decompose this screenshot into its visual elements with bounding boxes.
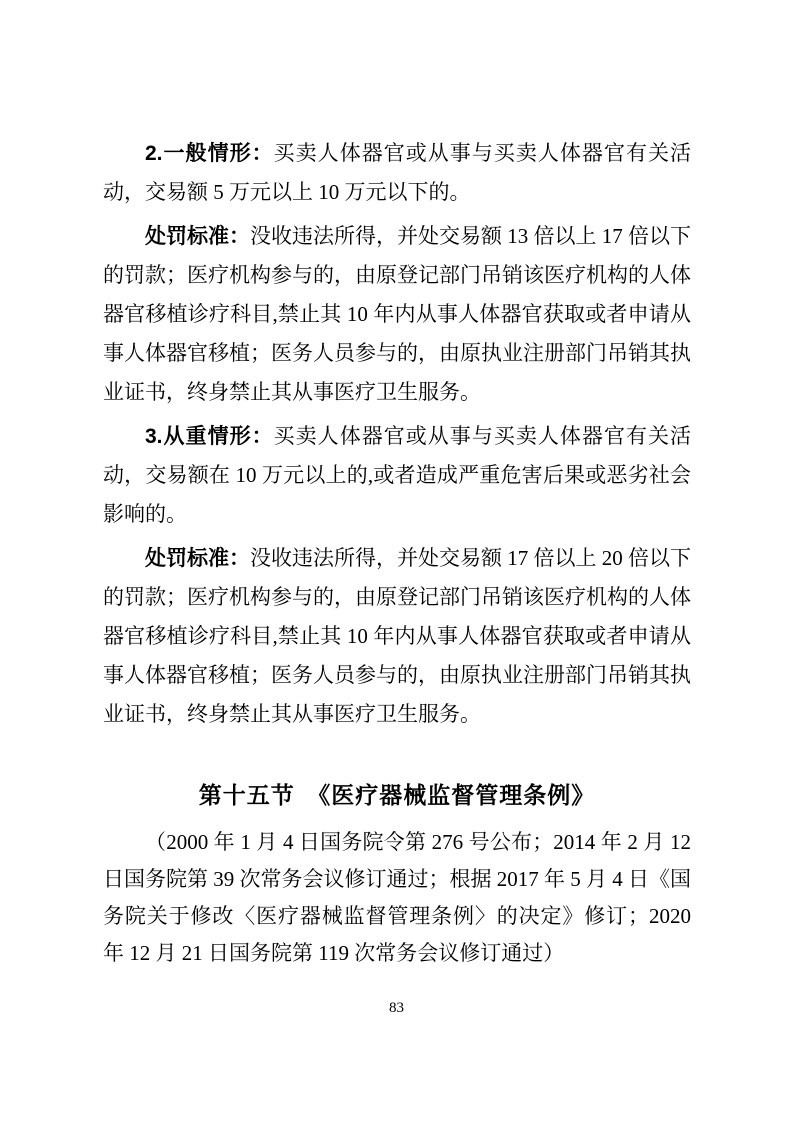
section-heading: 第十五节 《医疗器械监督管理条例》 bbox=[198, 782, 596, 808]
revision-note: （2000 年 1 月 4 日国务院令第 276 号公布；2014 年 2 月 12 日国务院第 39 次常务会议修订通过；根据 2017 年 5 月 4 日《国务院关于修改〈医疗器械监督管理条例〉的决定》修订；2020 年 12 月 21 日国务院第 119 次常务会议修订通过） bbox=[103, 830, 691, 965]
paragraph-penalty-standard-2 bbox=[103, 539, 691, 734]
paragraph-text-aggravated-case: 买卖人体器官或从事与买卖人体器官有关活动，交易额在 10 万元以上的,或者造成严重危害后果或恶劣社会影响的。 bbox=[103, 424, 692, 526]
paragraph-lead-aggravated-case: 3.从重情形： bbox=[145, 425, 274, 448]
paragraph-lead-penalty-standard-2: 处罚标准： bbox=[145, 547, 250, 570]
paragraph-text-general-case: 买卖人体器官或从事与买卖人体器官有关活动，交易额 5 万元以上 10 万元以下的。 bbox=[103, 141, 692, 204]
paragraph-lead-penalty-standard-1: 处罚标准： bbox=[145, 225, 250, 248]
paragraph-text-penalty-standard-1: 没收违法所得，并处交易额 13 倍以上 17 倍以下的罚款；医疗机构参与的，由原登记部门吊销该医疗机构的人体器官移植诊疗科目,禁止其 10 年内从事人体器官获取或者申请从事人体器官移植；医务人员参与的，由原执业注册部门吊销其执业证书，终身禁止其从事医疗卫生服务。 bbox=[103, 224, 691, 404]
paragraph-general-case bbox=[103, 134, 691, 212]
paragraph-text-penalty-standard-2: 没收违法所得，并处交易额 17 倍以上 20 倍以下的罚款；医疗机构参与的，由原登记部门吊销该医疗机构的人体器官移植诊疗科目,禁止其 10 年内从事人体器官获取或者申请从事人体器官移植；医务人员参与的，由原执业注册部门吊销其执业证书，终身禁止其从事医疗卫生服务。 bbox=[103, 546, 691, 726]
paragraph-penalty-standard-1 bbox=[103, 217, 691, 412]
page-content bbox=[103, 134, 691, 972]
paragraph-aggravated-case bbox=[103, 417, 691, 534]
paragraph-lead-general-case: 2.一般情形： bbox=[145, 142, 274, 165]
page-number: 83 bbox=[389, 1000, 404, 1016]
